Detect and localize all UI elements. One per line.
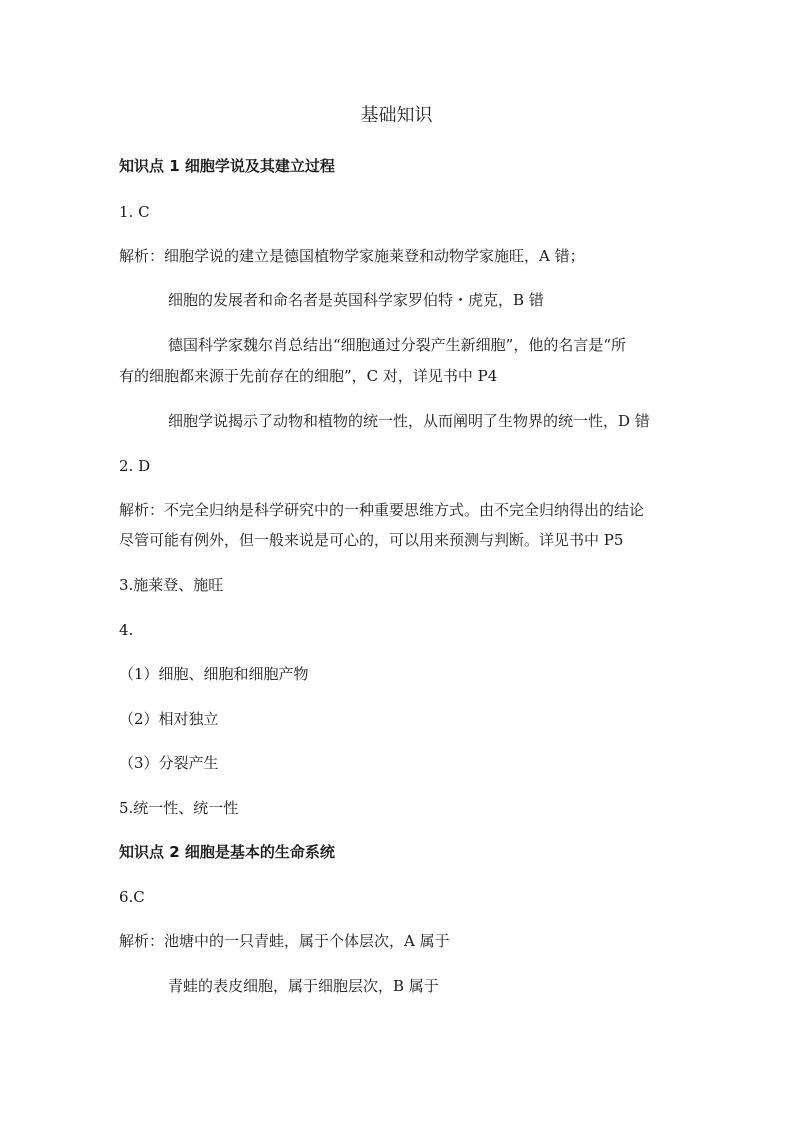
page-title: 基础知识 [360, 105, 433, 126]
q1-analysis-line-2: 细胞的发展者和命名者是英国科学家罗伯特・虎克，B 错 [168, 291, 544, 309]
q1-analysis-line-4: 有的细胞都来源于先前存在的细胞”，C 对，详见书中 P4 [119, 367, 498, 385]
q4-item-1: （1）细胞、细胞和细胞产物 [119, 665, 309, 683]
q1-answer: 1. C [119, 203, 150, 221]
q6-answer: 6.C [119, 888, 145, 906]
q6-analysis-line-2: 青蛙的表皮细胞，属于细胞层次，B 属于 [168, 977, 439, 995]
q2-analysis-line-1: 解析：不完全归纳是科学研究中的一种重要思维方式。由不完全归纳得出的结论 [119, 501, 645, 519]
q4-item-3: （3）分裂产生 [119, 754, 219, 772]
section-2-heading: 知识点 2 细胞是基本的生命系统 [119, 843, 335, 861]
q1-analysis-line-5: 细胞学说揭示了动物和植物的统一性，从而阐明了生物界的统一性，D 错 [168, 412, 650, 430]
q2-analysis-line-2: 尽管可能有例外，但一般来说是可心的，可以用来预测与判断。详见书中 P5 [119, 531, 624, 549]
q5-answer: 5.统一性、统一性 [119, 799, 239, 817]
q6-analysis-line-1: 解析：池塘中的一只青蛙，属于个体层次，A 属于 [119, 932, 450, 950]
q1-analysis-line-3: 德国科学家魏尔肖总结出“细胞通过分裂产生新细胞”，他的名言是“所 [168, 336, 627, 354]
q4-number: 4. [119, 621, 134, 639]
q1-analysis-line-1: 解析：细胞学说的建立是德国植物学家施莱登和动物学家施旺，A 错； [119, 247, 585, 265]
q4-item-2: （2）相对独立 [119, 710, 219, 728]
section-1-heading: 知识点 1 细胞学说及其建立过程 [119, 157, 335, 175]
q2-answer: 2. D [119, 457, 151, 475]
q3-answer: 3.施莱登、施旺 [119, 576, 224, 594]
